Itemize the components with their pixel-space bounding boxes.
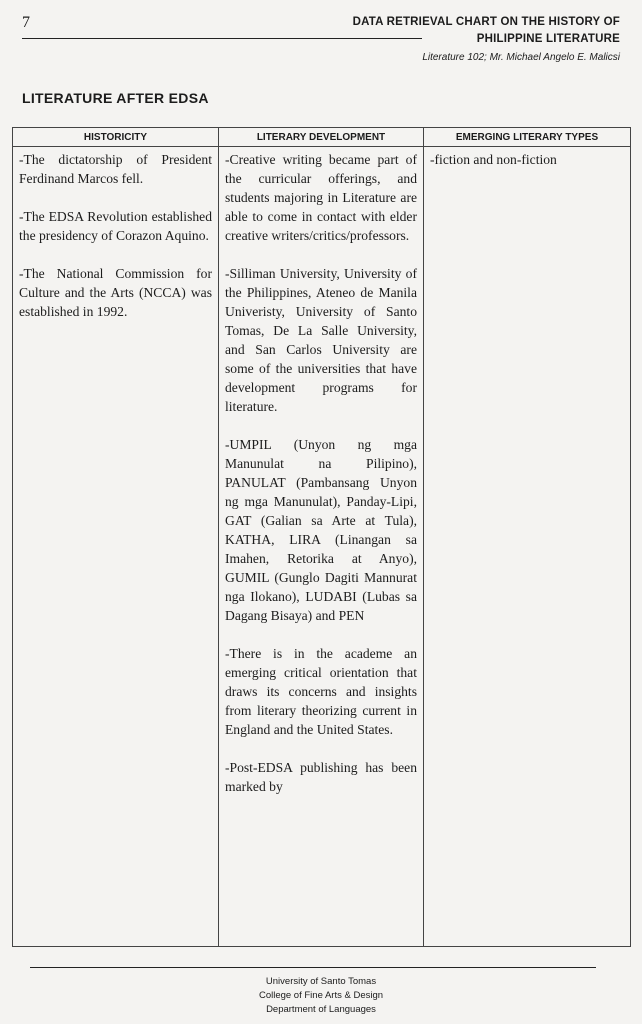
document-title-line-2: PHILIPPINE LITERATURE	[476, 33, 620, 45]
literary-development-entry: -Post-EDSA publishing has been marked by	[225, 760, 417, 794]
document-title-line-1: DATA RETRIEVAL CHART ON THE HISTORY OF	[352, 16, 620, 28]
footer-university: University of Santo Tomas	[265, 976, 377, 987]
emerging-literary-types-cell	[424, 147, 631, 947]
table-header-row	[13, 128, 631, 147]
data-retrieval-table	[12, 127, 631, 947]
literary-development-entry: -Creative writing became part of the curricular offerings, and students majoring in Literature are able to come in contact with elder creative writers/critics/professors.	[225, 152, 417, 243]
footer	[0, 975, 642, 1017]
historicity-entry: -The EDSA Revolution established the presidency of Corazon Aquino.	[19, 209, 212, 243]
historicity-entry: -The dictatorship of President Ferdinand Marcos fell.	[19, 152, 212, 186]
emerging-literary-type-entry: -fiction and non-fiction	[430, 152, 557, 167]
document-title	[260, 14, 620, 48]
footer-rule	[30, 967, 596, 968]
literary-development-entry: -Silliman University, University of the Philippines, Ateneo de Manila Univeristy, University of Santo Tomas, De La Salle University, and San Carlos University are some of the universities that have development programs for literature.	[225, 266, 417, 414]
header-rule	[22, 38, 422, 39]
footer-college: College of Fine Arts & Design	[258, 990, 384, 1001]
column-header-emerging-literary-types: EMERGING LITERARY TYPES	[424, 128, 631, 147]
footer-department: Department of Languages	[266, 1004, 376, 1015]
section-title: LITERATURE AFTER EDSA	[22, 90, 209, 106]
column-header-historicity: HISTORICITY	[13, 128, 219, 147]
literary-development-entry: -There is in the academe an emerging critical orientation that draws its concerns and insights from literary theorizing current in England and the United States.	[225, 646, 417, 737]
column-header-literary-development: LITERARY DEVELOPMENT	[219, 128, 424, 147]
page-number: 7	[22, 14, 30, 31]
historicity-entry: -The National Commission for Culture and the Arts (NCCA) was established in 1992.	[19, 266, 212, 319]
literary-development-entry: -UMPIL (Unyon ng mga Manunulat na Pilipino), PANULAT (Pambansang Unyon ng mga Manunulat), Panday-Lipi, GAT (Galian sa Arte at Tula), KATHA, LIRA (Linangan sa Imahen, Retorika at Anyo), GUMIL (Gunglo Dagiti Mannurat nga Ilokano), LUDABI (Lubas sa Dagang Bisaya) and PEN	[225, 437, 417, 623]
historicity-cell	[13, 147, 219, 947]
document-subtitle: Literature 102; Mr. Michael Angelo E. Malicsi	[422, 52, 620, 63]
literary-development-cell	[219, 147, 424, 947]
table-row	[13, 147, 631, 947]
